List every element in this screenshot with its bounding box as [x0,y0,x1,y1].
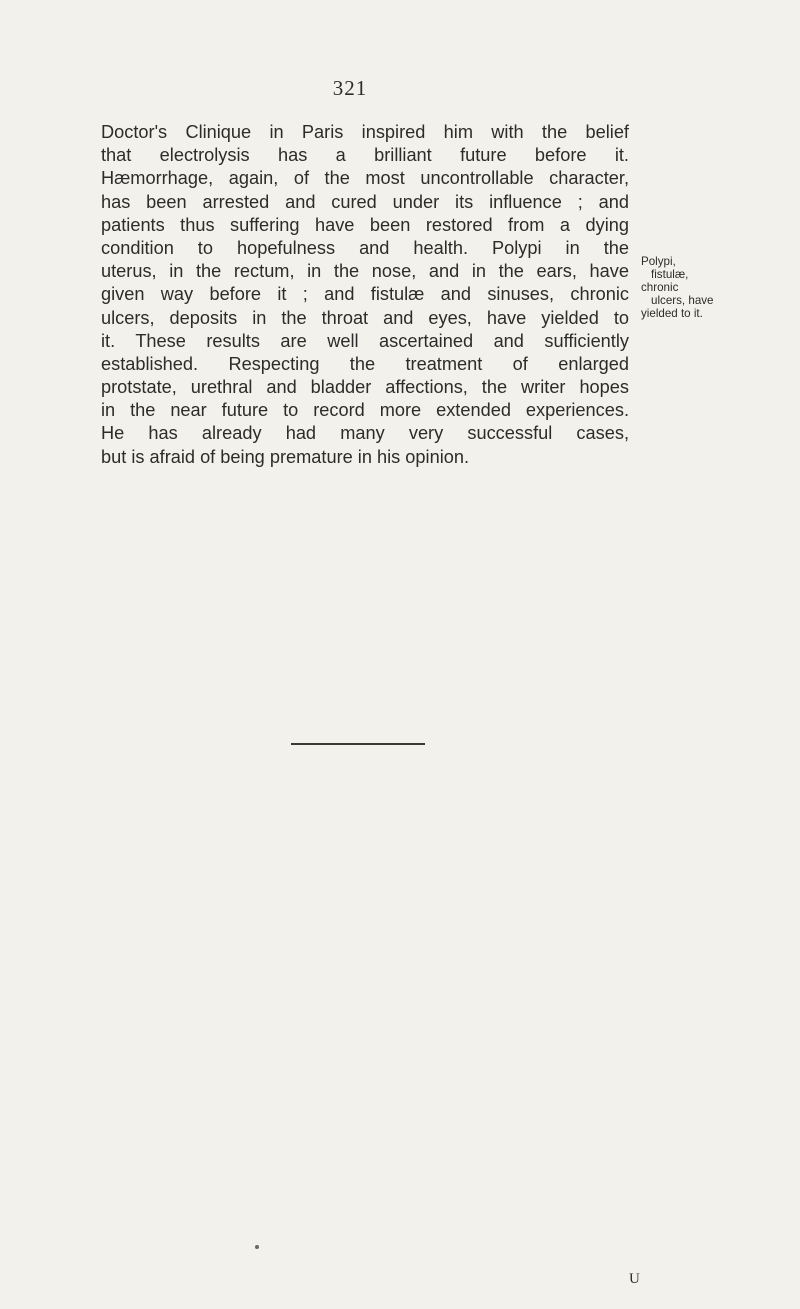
section-end-rule [291,743,425,745]
text-line: given way before it ; and fistulæ and sinuses, chronic [101,284,629,305]
margin-note-line: chronic [641,281,679,294]
text-line: but is afraid of being premature in his opinion. [101,446,470,467]
page-number: 321 [332,76,368,100]
text-line: it. These results are well ascertained and sufficiently [101,330,629,351]
text-line: uterus, in the rectum, in the nose, and in the ears, have [101,261,629,282]
text-line: in the near future to record more extended experiences. [101,400,629,421]
text-line: established. Respecting the treatment of enlarged [101,353,629,374]
margin-note [641,255,741,320]
text-line: condition to hopefulness and health. Polypi in the [101,237,629,258]
text-line: patients thus suffering have been restored from a dying [101,214,629,235]
body-paragraph [101,121,629,469]
text-line: He has already had many very successful cases, [101,423,629,444]
text-line: ulcers, deposits in the throat and eyes, have yielded to [101,307,629,328]
text-line: protstate, urethral and bladder affections, the writer hopes [101,377,629,398]
margin-note-line: ulcers, have [651,294,714,307]
signature-mark: U [629,1271,640,1287]
text-line: Hæmorrhage, again, of the most uncontrollable character, [101,168,629,189]
text-line: that electrolysis has a brilliant future before it. [101,145,629,166]
text-line: has been arrested and cured under its influence ; and [101,191,629,212]
ink-speck [255,1245,259,1249]
margin-note-line: fistulæ, [651,268,689,281]
margin-note-line: Polypi, [641,255,676,268]
margin-note-line: yielded to it. [641,307,703,320]
text-line: Doctor's Clinique in Paris inspired him with the belief [101,122,629,142]
